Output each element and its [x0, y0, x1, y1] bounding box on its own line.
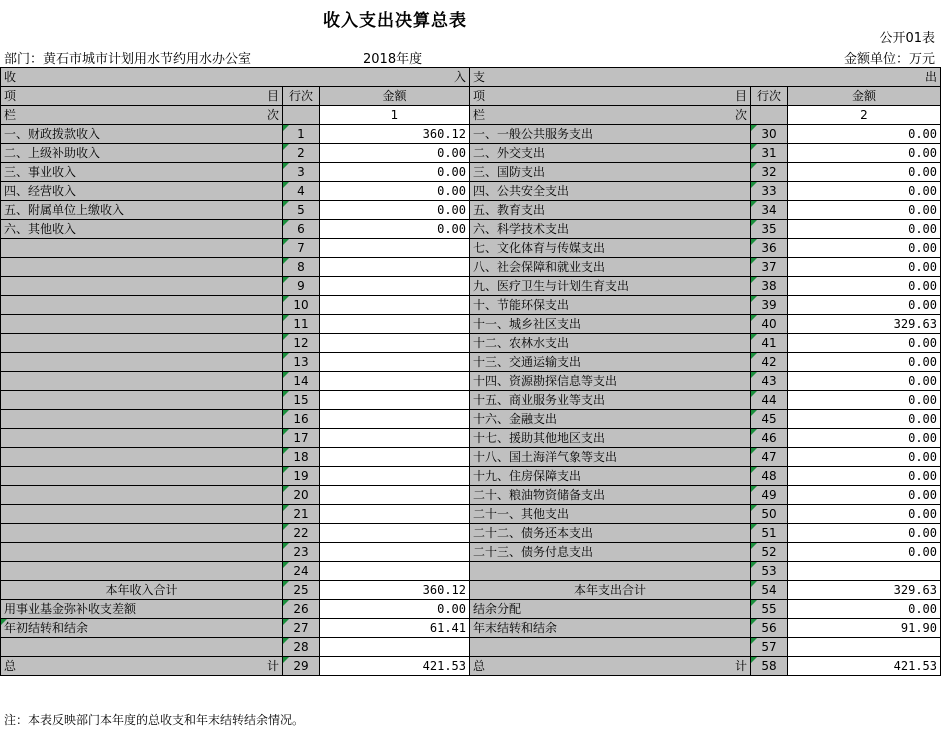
total-row	[1, 638, 941, 657]
income-item	[1, 410, 283, 429]
expense-line-no: 45	[751, 410, 788, 429]
income-item	[1, 543, 283, 562]
income-line-no: 24	[283, 562, 320, 581]
income-line-no: 8	[283, 258, 320, 277]
income-amount	[320, 296, 470, 315]
table-row	[1, 296, 941, 315]
table-row	[1, 144, 941, 163]
income-amount	[320, 562, 470, 581]
table-row	[1, 448, 941, 467]
expense-amount: 0.00	[788, 524, 941, 543]
income-amount	[320, 372, 470, 391]
income-grand-label: 总 计	[1, 657, 283, 676]
expense-amount: 0.00	[788, 391, 941, 410]
expense-line-no: 52	[751, 543, 788, 562]
income-item	[1, 239, 283, 258]
income-line-no: 2	[283, 144, 320, 163]
table-row	[1, 543, 941, 562]
expense-line-no: 37	[751, 258, 788, 277]
table-row	[1, 486, 941, 505]
expense-line-no: 36	[751, 239, 788, 258]
expense-item: 四、公共安全支出	[470, 182, 751, 201]
expense-amount: 0.00	[788, 144, 941, 163]
income-amount	[320, 410, 470, 429]
income-line-no: 13	[283, 353, 320, 372]
income-line-no: 9	[283, 277, 320, 296]
income-item	[1, 391, 283, 410]
income-amount	[320, 524, 470, 543]
income-line-no: 14	[283, 372, 320, 391]
expense-line-blank	[751, 106, 788, 125]
expense-total-item: 结余分配	[470, 600, 751, 619]
expense-line-no: 53	[751, 562, 788, 581]
expense-line-no: 58	[751, 657, 788, 676]
table-row	[1, 391, 941, 410]
income-amount	[320, 467, 470, 486]
income-amount: 0.00	[320, 220, 470, 239]
income-total-item: 年初结转和结余	[1, 619, 283, 638]
expense-item: 十、节能环保支出	[470, 296, 751, 315]
income-amount	[320, 258, 470, 277]
expense-col-label: 栏 次	[470, 106, 751, 125]
expense-item: 二、外交支出	[470, 144, 751, 163]
income-item	[1, 315, 283, 334]
expense-amount: 0.00	[788, 201, 941, 220]
expense-amount: 0.00	[788, 296, 941, 315]
income-line-no: 19	[283, 467, 320, 486]
expense-amount: 0.00	[788, 429, 941, 448]
income-item: 五、附属单位上缴收入	[1, 201, 283, 220]
expense-line-no: 35	[751, 220, 788, 239]
total-row	[1, 619, 941, 638]
expense-item: 三、国防支出	[470, 163, 751, 182]
expense-amount: 329.63	[788, 315, 941, 334]
expense-amount: 0.00	[788, 220, 941, 239]
header-row-index	[1, 106, 941, 125]
income-line-no: 4	[283, 182, 320, 201]
expense-item: 九、医疗卫生与计划生育支出	[470, 277, 751, 296]
expense-item: 六、科学技术支出	[470, 220, 751, 239]
income-amount	[320, 239, 470, 258]
expense-item: 十七、援助其他地区支出	[470, 429, 751, 448]
expense-line-no: 48	[751, 467, 788, 486]
income-total-item: 用事业基金弥补收支差额	[1, 600, 283, 619]
income-item: 四、经营收入	[1, 182, 283, 201]
expense-line-no: 42	[751, 353, 788, 372]
income-amount: 0.00	[320, 144, 470, 163]
income-item	[1, 258, 283, 277]
expense-amount: 329.63	[788, 581, 941, 600]
income-item	[1, 562, 283, 581]
income-line-no: 23	[283, 543, 320, 562]
income-grand-amount: 421.53	[320, 657, 470, 676]
income-amount	[320, 315, 470, 334]
expense-line-no: 49	[751, 486, 788, 505]
table-row	[1, 315, 941, 334]
income-section-header: 收 入	[1, 68, 470, 87]
report-title: 收入支出决算总表	[323, 11, 467, 31]
department-label: 部门：黄石市城市计划用水节约用水办公室	[4, 52, 252, 67]
income-item	[1, 353, 283, 372]
income-amount: 0.00	[320, 600, 470, 619]
income-item: 一、财政拨款收入	[1, 125, 283, 144]
income-amount	[320, 391, 470, 410]
budget-summary-table	[0, 67, 941, 676]
table-row	[1, 505, 941, 524]
income-line-header: 行次	[283, 87, 320, 106]
fiscal-year: 2018年度	[363, 52, 423, 67]
income-item	[1, 429, 283, 448]
income-line-blank	[283, 106, 320, 125]
expense-amount: 0.00	[788, 353, 941, 372]
income-item	[1, 334, 283, 353]
total-row	[1, 600, 941, 619]
table-row	[1, 334, 941, 353]
expense-grand-label: 总 计	[470, 657, 751, 676]
income-line-no: 7	[283, 239, 320, 258]
expense-amount: 0.00	[788, 600, 941, 619]
income-line-no: 11	[283, 315, 320, 334]
income-line-no: 12	[283, 334, 320, 353]
income-item	[1, 372, 283, 391]
expense-total-item: 年末结转和结余	[470, 619, 751, 638]
expense-line-no: 30	[751, 125, 788, 144]
expense-amount: 0.00	[788, 163, 941, 182]
table-row	[1, 467, 941, 486]
expense-amount: 0.00	[788, 372, 941, 391]
expense-item: 十八、国土海洋气象等支出	[470, 448, 751, 467]
expense-item: 十九、住房保障支出	[470, 467, 751, 486]
expense-item-header: 项 目	[470, 87, 751, 106]
footnote: 注：本表反映部门本年度的总收支和年末结转结余情况。	[4, 713, 305, 727]
income-line-no: 15	[283, 391, 320, 410]
income-amount	[320, 505, 470, 524]
expense-amount: 0.00	[788, 467, 941, 486]
expense-item: 十三、交通运输支出	[470, 353, 751, 372]
expense-item: 五、教育支出	[470, 201, 751, 220]
table-row	[1, 372, 941, 391]
header-row-columns	[1, 87, 941, 106]
income-amount: 0.00	[320, 163, 470, 182]
expense-item: 二十三、债务付息支出	[470, 543, 751, 562]
expense-line-no: 47	[751, 448, 788, 467]
expense-line-no: 33	[751, 182, 788, 201]
expense-item: 一、一般公共服务支出	[470, 125, 751, 144]
expense-item: 十六、金融支出	[470, 410, 751, 429]
income-line-no: 28	[283, 638, 320, 657]
income-line-no: 17	[283, 429, 320, 448]
header-row-section	[1, 68, 941, 87]
income-item	[1, 448, 283, 467]
table-row	[1, 163, 941, 182]
expense-line-no: 38	[751, 277, 788, 296]
income-amount: 0.00	[320, 201, 470, 220]
table-row	[1, 277, 941, 296]
expense-col-index: 2	[788, 106, 941, 125]
income-line-no: 22	[283, 524, 320, 543]
expense-line-no: 51	[751, 524, 788, 543]
expense-line-no: 46	[751, 429, 788, 448]
income-amount: 0.00	[320, 182, 470, 201]
expense-amount: 0.00	[788, 277, 941, 296]
table-row	[1, 201, 941, 220]
expense-line-no: 56	[751, 619, 788, 638]
total-row	[1, 581, 941, 600]
expense-section-header: 支 出	[470, 68, 941, 87]
expense-item: 十二、农林水支出	[470, 334, 751, 353]
expense-amount	[788, 562, 941, 581]
table-row	[1, 524, 941, 543]
income-line-no: 6	[283, 220, 320, 239]
income-item-header: 项 目	[1, 87, 283, 106]
income-line-no: 3	[283, 163, 320, 182]
table-row	[1, 239, 941, 258]
income-amount	[320, 429, 470, 448]
expense-item: 七、文化体育与传媒支出	[470, 239, 751, 258]
income-amount	[320, 543, 470, 562]
income-amount-header: 金额	[320, 87, 470, 106]
expense-line-no: 39	[751, 296, 788, 315]
income-item	[1, 296, 283, 315]
income-item	[1, 505, 283, 524]
grand-total-row	[1, 657, 941, 676]
income-amount: 360.12	[320, 581, 470, 600]
income-col-label: 栏 次	[1, 106, 283, 125]
expense-line-header: 行次	[751, 87, 788, 106]
income-line-no: 10	[283, 296, 320, 315]
table-row	[1, 182, 941, 201]
income-item	[1, 486, 283, 505]
expense-line-no: 57	[751, 638, 788, 657]
expense-item: 十一、城乡社区支出	[470, 315, 751, 334]
income-amount	[320, 638, 470, 657]
income-line-no: 26	[283, 600, 320, 619]
expense-amount: 0.00	[788, 505, 941, 524]
income-line-no: 29	[283, 657, 320, 676]
income-item	[1, 277, 283, 296]
income-amount: 360.12	[320, 125, 470, 144]
expense-line-no: 44	[751, 391, 788, 410]
expense-amount: 0.00	[788, 334, 941, 353]
expense-line-no: 50	[751, 505, 788, 524]
table-row	[1, 410, 941, 429]
expense-item	[470, 562, 751, 581]
expense-line-no: 40	[751, 315, 788, 334]
income-item	[1, 524, 283, 543]
expense-amount: 0.00	[788, 125, 941, 144]
income-item	[1, 467, 283, 486]
expense-total-item: 本年支出合计	[470, 581, 751, 600]
expense-amount: 0.00	[788, 486, 941, 505]
income-amount	[320, 353, 470, 372]
table-row	[1, 220, 941, 239]
table-row	[1, 258, 941, 277]
income-line-no: 27	[283, 619, 320, 638]
table-row	[1, 353, 941, 372]
expense-item: 八、社会保障和就业支出	[470, 258, 751, 277]
amount-unit: 金额单位：万元	[843, 52, 935, 67]
expense-line-no: 54	[751, 581, 788, 600]
expense-item: 十五、商业服务业等支出	[470, 391, 751, 410]
income-line-no: 5	[283, 201, 320, 220]
income-item: 六、其他收入	[1, 220, 283, 239]
income-line-no: 18	[283, 448, 320, 467]
expense-item: 二十一、其他支出	[470, 505, 751, 524]
income-amount	[320, 448, 470, 467]
income-line-no: 20	[283, 486, 320, 505]
expense-amount: 0.00	[788, 258, 941, 277]
income-amount: 61.41	[320, 619, 470, 638]
table-row	[1, 125, 941, 144]
expense-item: 十四、资源勘探信息等支出	[470, 372, 751, 391]
expense-amount	[788, 638, 941, 657]
expense-line-no: 31	[751, 144, 788, 163]
income-total-item	[1, 638, 283, 657]
expense-amount: 91.90	[788, 619, 941, 638]
income-amount	[320, 334, 470, 353]
income-line-no: 21	[283, 505, 320, 524]
income-item: 二、上级补助收入	[1, 144, 283, 163]
expense-amount: 0.00	[788, 239, 941, 258]
expense-grand-amount: 421.53	[788, 657, 941, 676]
expense-amount-header: 金额	[788, 87, 941, 106]
expense-item: 二十二、债务还本支出	[470, 524, 751, 543]
expense-line-no: 55	[751, 600, 788, 619]
expense-line-no: 32	[751, 163, 788, 182]
expense-line-no: 34	[751, 201, 788, 220]
expense-amount: 0.00	[788, 410, 941, 429]
income-item: 三、事业收入	[1, 163, 283, 182]
expense-item: 二十、粮油物资储备支出	[470, 486, 751, 505]
expense-amount: 0.00	[788, 448, 941, 467]
expense-line-no: 43	[751, 372, 788, 391]
table-row	[1, 429, 941, 448]
income-line-no: 25	[283, 581, 320, 600]
expense-line-no: 41	[751, 334, 788, 353]
expense-amount: 0.00	[788, 182, 941, 201]
expense-amount: 0.00	[788, 543, 941, 562]
income-amount	[320, 277, 470, 296]
income-amount	[320, 486, 470, 505]
table-row	[1, 562, 941, 581]
public-table-number: 公开01表	[879, 31, 935, 46]
income-line-no: 16	[283, 410, 320, 429]
income-line-no: 1	[283, 125, 320, 144]
income-col-index: 1	[320, 106, 470, 125]
expense-total-item	[470, 638, 751, 657]
income-total-item: 本年收入合计	[1, 581, 283, 600]
